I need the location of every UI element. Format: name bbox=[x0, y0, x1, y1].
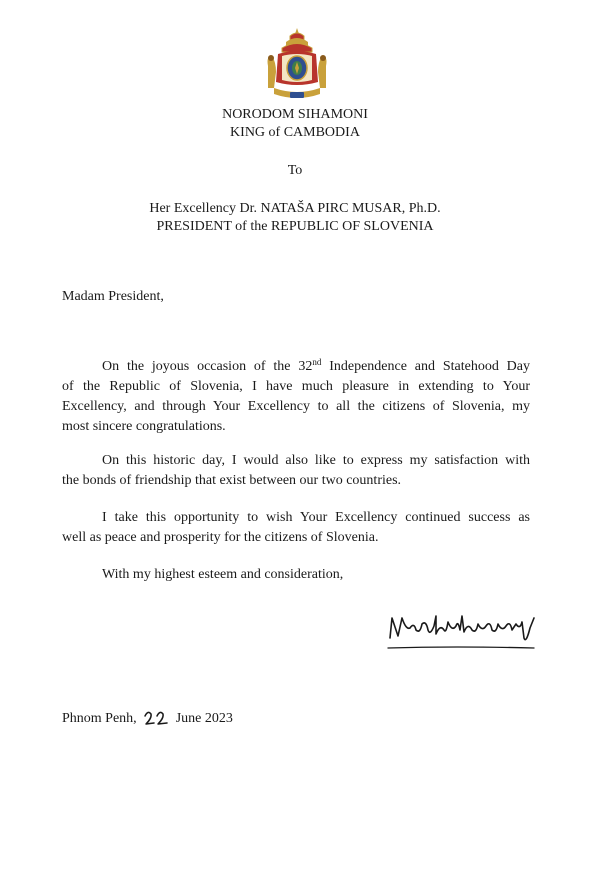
sender-title: KING of CAMBODIA bbox=[230, 125, 360, 140]
paragraph-3-line-2: well as peace and prosperity for the citizens of Slovenia. bbox=[62, 530, 379, 545]
salutation: Madam President, bbox=[62, 289, 164, 304]
paragraph-3-line-1: I take this opportunity to wish Your Excellency continued success as bbox=[102, 510, 530, 525]
paragraph-friendship bbox=[62, 451, 530, 491]
sender-name: NORODOM SIHAMONI bbox=[222, 107, 368, 122]
paragraph-1-line-3: Excellency, and through Your Excellency to all the citizens of Slovenia, my bbox=[62, 399, 530, 414]
paragraph-1-line-1: On the joyous occasion of the 32nd Independence and Statehood Day bbox=[102, 357, 530, 374]
paragraph-congratulations bbox=[62, 357, 530, 437]
paragraph-2-line-1: On this historic day, I would also like to express my satisfaction with bbox=[102, 453, 530, 468]
recipient-line-1: Her Excellency Dr. NATAŠA PIRC MUSAR, Ph.D. bbox=[149, 201, 441, 216]
paragraph-2-line-2: the bonds of friendship that exist between our two countries. bbox=[62, 473, 402, 488]
paragraph-wishes bbox=[62, 508, 530, 548]
royal-coat-of-arms-icon bbox=[262, 26, 332, 104]
recipient-line-2: PRESIDENT of the REPUBLIC OF SLOVENIA bbox=[156, 219, 434, 234]
paragraph-1-line-2: of the Republic of Slovenia, I have much pleasure in extending to Your bbox=[62, 379, 530, 394]
to-label: To bbox=[287, 163, 303, 178]
handwritten-signature bbox=[384, 608, 544, 654]
handwritten-day bbox=[142, 708, 170, 726]
place: Phnom Penh, bbox=[62, 711, 137, 726]
paragraph-1-line-4: most sincere congratulations. bbox=[62, 419, 226, 434]
date: June 2023 bbox=[175, 711, 233, 726]
closing: With my highest esteem and consideration, bbox=[102, 567, 344, 582]
place-and-date bbox=[62, 708, 233, 729]
